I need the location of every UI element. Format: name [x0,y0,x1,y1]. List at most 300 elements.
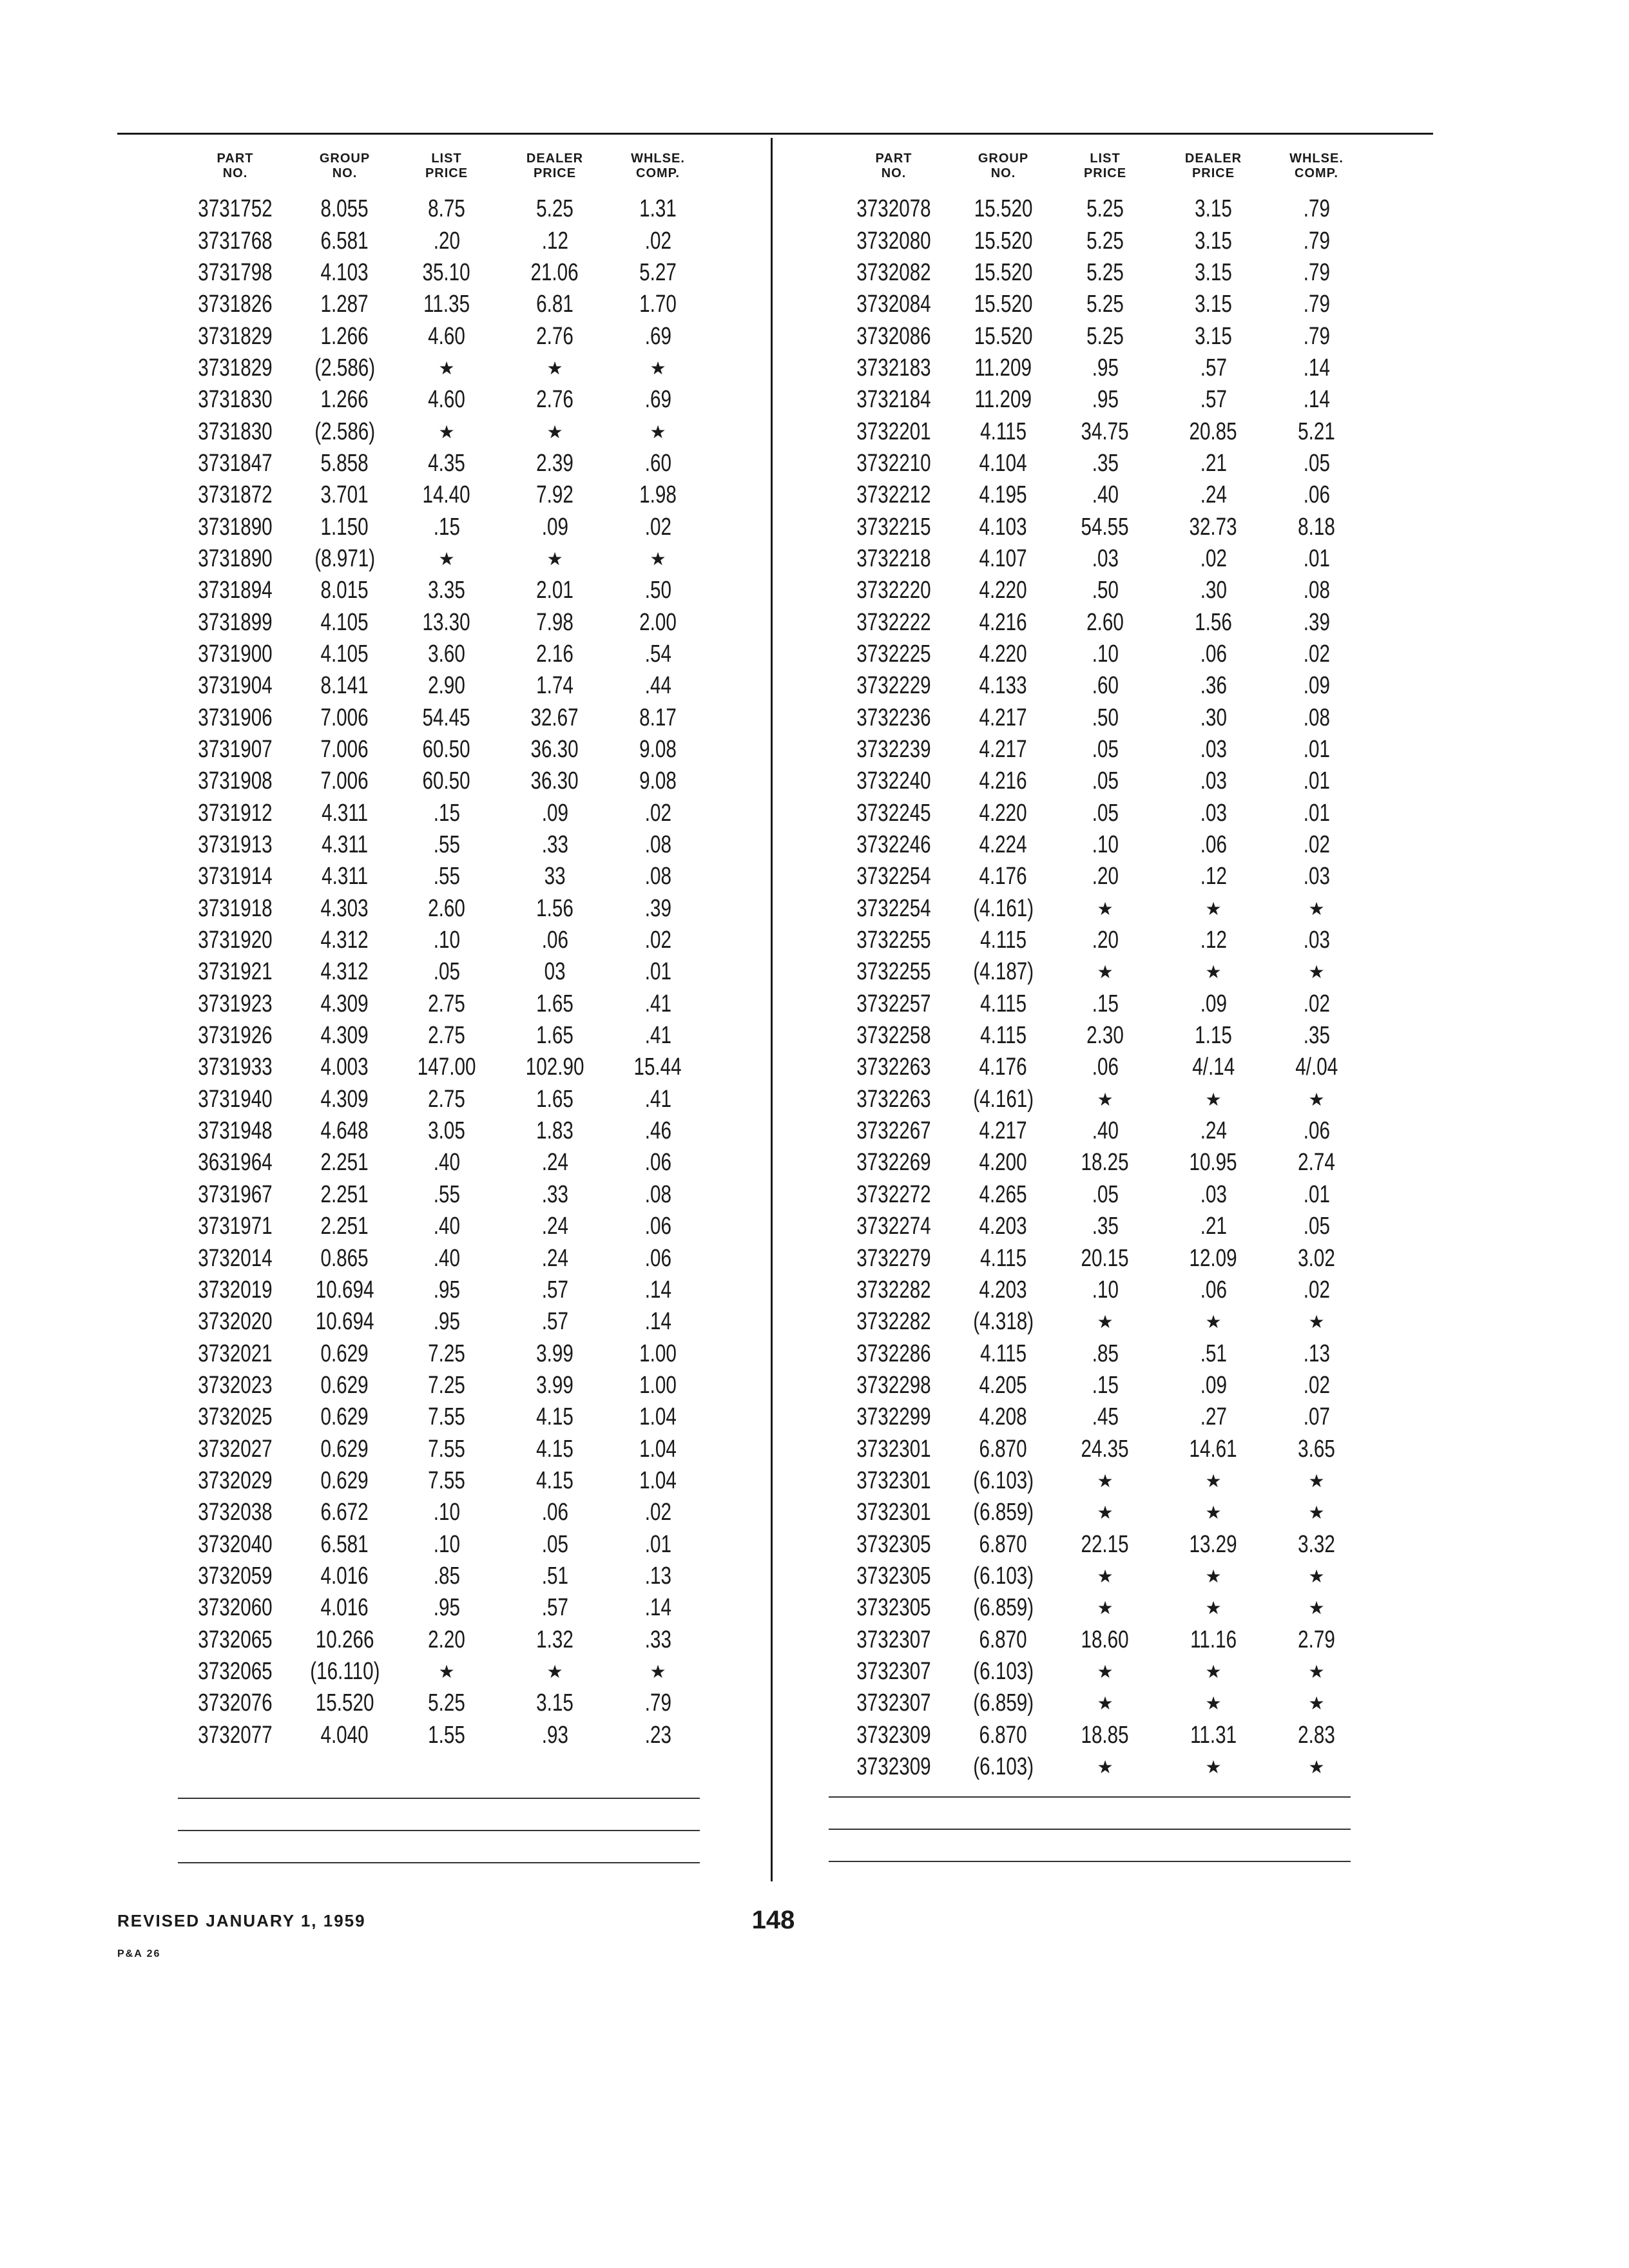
group-no-cell: 10.694 [315,1276,374,1303]
list-price-cell: .55 [433,831,460,859]
list-price-cell: 11.35 [423,291,470,318]
whlse-comp-cell: .01 [1303,544,1330,572]
header-list-price: LIST PRICE [425,151,468,180]
dealer-price-cell: ★ [546,548,563,569]
group-no-cell: (6.103) [973,1562,1034,1590]
whlse-comp-cell: 2.74 [1298,1149,1335,1177]
dealer-price-cell: 4/.14 [1192,1053,1235,1081]
list-price-cell: 24.35 [1081,1435,1130,1463]
blank-line [829,1829,1351,1830]
whlse-comp-cell: .54 [644,640,671,668]
group-no-cell: 4.216 [979,608,1028,636]
table-row [174,289,706,320]
whlse-comp-cell: 3.02 [1298,1244,1335,1272]
table-row [174,606,706,638]
dealer-price-cell: 36.30 [530,736,579,764]
table-row [174,511,706,543]
table-row [174,1020,706,1052]
whlse-comp-cell: 3.65 [1298,1435,1335,1463]
group-no-cell: 4.105 [320,608,369,636]
part-no-cell: 3731920 [198,927,273,954]
part-no-cell: 3732263 [856,1053,931,1081]
dealer-price-cell: .57 [1200,386,1227,414]
part-no-cell: 3731826 [198,291,273,318]
part-no-cell: 3731798 [198,258,273,286]
left-price-table [174,149,706,1751]
dealer-price-cell: ★ [1205,1089,1222,1110]
list-price-cell: .10 [433,1499,460,1526]
group-no-cell: 4.195 [979,481,1028,509]
dealer-price-cell: 12.09 [1189,1244,1238,1272]
part-no-cell: 3731940 [198,1085,273,1113]
table-row [833,670,1365,702]
whlse-comp-cell: 3.32 [1298,1530,1335,1558]
whlse-comp-cell: 2.00 [639,608,677,636]
dealer-price-cell: ★ [546,421,563,442]
table-row [833,765,1365,797]
page-number: 148 [751,1906,795,1934]
dealer-price-cell: .02 [1200,544,1227,572]
part-no-cell: 3732255 [856,958,931,986]
list-price-cell: .20 [433,227,460,255]
dealer-price-cell: 4.15 [536,1403,574,1431]
whlse-comp-cell: .14 [644,1308,671,1336]
group-no-cell: 6.672 [320,1499,369,1526]
group-no-cell: 15.520 [974,227,1033,255]
list-price-cell: 5.25 [1086,258,1124,286]
part-no-cell: 3732257 [856,990,931,1017]
list-price-cell: .40 [433,1149,460,1177]
list-price-cell: .55 [433,1180,460,1208]
group-no-cell: 0.629 [320,1466,369,1494]
revised-date: REVISED JANUARY 1, 1959 [117,1911,366,1930]
dealer-price-cell: ★ [1205,962,1222,983]
part-no-cell: 3731912 [198,799,273,827]
list-price-cell: .05 [1092,799,1119,827]
group-no-cell: 8.015 [320,577,369,604]
part-no-cell: 3732225 [856,640,931,668]
dealer-price-cell: .09 [1200,1371,1227,1399]
group-no-cell: (16.110) [309,1657,380,1685]
dealer-price-cell: ★ [546,1661,563,1682]
dealer-price-cell: 7.92 [536,481,574,509]
part-no-cell: 3732077 [198,1721,273,1749]
right-table-body [833,193,1365,1783]
table-row [833,1306,1365,1338]
part-no-cell: 3731918 [198,894,273,922]
table-row [833,543,1365,575]
group-no-cell: 6.870 [979,1626,1028,1653]
list-price-cell: .05 [433,958,460,986]
group-no-cell: 4.040 [320,1721,369,1749]
list-price-cell: 13.30 [422,608,471,636]
part-no-cell: 3731847 [198,449,273,477]
list-price-cell: 3.05 [428,1117,465,1145]
table-row [833,639,1365,670]
list-price-cell: 35.10 [422,258,471,286]
list-price-cell: .10 [1092,831,1119,859]
whlse-comp-cell: .08 [644,831,671,859]
group-no-cell: 0.629 [320,1435,369,1463]
part-no-cell: 3731899 [198,608,273,636]
table-row [833,352,1365,384]
group-no-cell: 11.209 [974,354,1032,381]
group-no-cell: 4.115 [980,1022,1027,1050]
blank-line [829,1796,1351,1798]
whlse-comp-cell: .02 [644,799,671,827]
dealer-price-cell: 7.98 [536,608,574,636]
list-price-cell: .45 [1092,1403,1119,1431]
list-price-cell: .06 [1092,1053,1119,1081]
header-part-no: PART NO. [875,151,912,180]
dealer-price-cell: ★ [1205,1312,1222,1332]
table-row [833,798,1365,829]
whlse-comp-cell: .79 [1303,322,1330,350]
part-no-cell: 3732040 [198,1530,273,1558]
whlse-comp-cell: .44 [644,672,671,700]
list-price-cell: 5.25 [1086,322,1124,350]
dealer-price-cell: ★ [1205,1661,1222,1682]
dealer-price-cell: 33 [544,863,566,890]
list-price-cell: 7.55 [428,1466,465,1494]
dealer-price-cell: 36.30 [530,767,579,795]
list-price-cell: .20 [1092,863,1119,890]
part-no-cell: 3732078 [856,195,931,223]
whlse-comp-cell: 15.44 [633,1053,682,1081]
part-no-cell: 3732267 [856,1117,931,1145]
table-row [174,956,706,988]
list-price-cell: ★ [1097,1503,1113,1523]
list-price-cell: 7.55 [428,1435,465,1463]
list-price-cell: 3.60 [428,640,465,668]
dealer-price-cell: .06 [541,927,568,954]
part-no-cell: 3732060 [198,1594,273,1622]
table-row [174,1306,706,1338]
group-no-cell: (6.103) [973,1753,1034,1781]
table-row [833,1592,1365,1624]
list-price-cell: .50 [1092,704,1119,731]
dealer-price-cell: 6.81 [536,291,574,318]
dealer-price-cell: 1.74 [536,672,574,700]
whlse-comp-cell: .06 [1303,481,1330,509]
list-price-cell: .95 [433,1594,460,1622]
header-group-no: GROUP NO. [319,151,371,180]
whlse-comp-cell: .02 [644,513,671,541]
whlse-comp-cell: .01 [1303,1180,1330,1208]
part-no-cell: 3732065 [198,1657,273,1685]
part-no-cell: 3732305 [856,1594,931,1622]
group-no-cell: (6.859) [973,1499,1034,1526]
group-no-cell: (6.103) [973,1466,1034,1494]
part-no-cell: 3732307 [856,1689,931,1717]
part-no-cell: 3732279 [856,1244,931,1272]
part-no-cell: 3732201 [856,418,931,445]
group-no-cell: 4.309 [320,1085,369,1113]
table-row [174,988,706,1020]
whlse-comp-cell: .02 [1303,831,1330,859]
list-price-cell: 2.75 [428,1022,465,1050]
list-price-cell: .40 [1092,481,1119,509]
part-no-cell: 3732220 [856,577,931,604]
whlse-comp-cell: .08 [1303,577,1330,604]
whlse-comp-cell: .05 [1303,449,1330,477]
part-no-cell: 3732076 [198,1689,273,1717]
part-no-cell: 3732240 [856,767,931,795]
table-row [174,1052,706,1083]
dealer-price-cell: .03 [1200,767,1227,795]
group-no-cell: 10.694 [315,1308,374,1336]
dealer-price-cell: 4.15 [536,1435,574,1463]
whlse-comp-cell: .35 [1303,1022,1330,1050]
part-no-cell: 3732215 [856,513,931,541]
table-row [833,1211,1365,1242]
part-no-cell: 3731872 [198,481,273,509]
part-no-cell: 3732245 [856,799,931,827]
part-no-cell: 3731900 [198,640,273,668]
list-price-cell: ★ [1097,1693,1113,1714]
dealer-price-cell: 102.90 [525,1053,584,1081]
whlse-comp-cell: .01 [1303,736,1330,764]
group-no-cell: 8.055 [320,195,369,223]
part-no-cell: 3732084 [856,291,931,318]
dealer-price-cell: 3.15 [1195,258,1232,286]
dealer-price-cell: 1.65 [536,990,574,1017]
list-price-cell: 2.30 [1086,1022,1124,1050]
group-no-cell: 5.858 [320,449,369,477]
list-price-cell: .03 [1092,544,1119,572]
list-price-cell: 7.55 [428,1403,465,1431]
whlse-comp-cell: .03 [1303,863,1330,890]
list-price-cell: ★ [1097,1312,1113,1332]
part-no-cell: 3731923 [198,990,273,1017]
blank-line [178,1862,700,1863]
table-row [174,1465,706,1497]
part-no-cell: 3731948 [198,1117,273,1145]
whlse-comp-cell: .02 [644,927,671,954]
group-no-cell: (4.318) [973,1308,1034,1336]
dealer-price-cell: .12 [1200,863,1227,890]
list-price-cell: ★ [438,358,455,378]
table-row [833,320,1365,352]
group-no-cell: (4.161) [973,1085,1034,1113]
dealer-price-cell: ★ [1205,898,1222,919]
group-no-cell: 10.266 [315,1626,374,1653]
group-no-cell: 2.251 [320,1180,369,1208]
part-no-cell: 3732269 [856,1149,931,1177]
header-dealer-price: DEALER PRICE [1184,151,1242,180]
dealer-price-cell: 2.01 [536,577,574,604]
table-row [833,1020,1365,1052]
whlse-comp-cell: .79 [1303,195,1330,223]
whlse-comp-cell: ★ [1308,1470,1325,1491]
list-price-cell: .05 [1092,1180,1119,1208]
list-price-cell: 1.55 [428,1721,465,1749]
part-no-cell: 3732023 [198,1371,273,1399]
table-row [174,1084,706,1115]
dealer-price-cell: 1.65 [536,1085,574,1113]
group-no-cell: 7.006 [320,736,369,764]
group-no-cell: 8.141 [320,672,369,700]
whlse-comp-cell: 1.98 [639,481,677,509]
list-price-cell: .95 [433,1308,460,1336]
whlse-comp-cell: 1.04 [639,1403,677,1431]
table-row [174,1274,706,1306]
whlse-comp-cell: .13 [1303,1340,1330,1367]
table-row [174,1656,706,1687]
list-price-cell: 3.35 [428,577,465,604]
part-no-cell: 3732305 [856,1562,931,1590]
whlse-comp-cell: .50 [644,577,671,604]
part-no-cell: 3732255 [856,927,931,954]
table-row [833,1179,1365,1211]
table-row [833,1052,1365,1083]
table-row [174,1433,706,1465]
part-no-cell: 3732019 [198,1276,273,1303]
part-no-cell: 3731829 [198,354,273,381]
part-no-cell: 3731890 [198,513,273,541]
whlse-comp-cell: 2.83 [1298,1721,1335,1749]
whlse-comp-cell: .14 [644,1594,671,1622]
header-whlse-comp: WHLSE. COMP. [1289,151,1344,180]
table-row [833,956,1365,988]
table-row [833,1433,1365,1465]
group-no-cell: 2.251 [320,1213,369,1240]
whlse-comp-cell: .79 [1303,227,1330,255]
left-table-body [174,193,706,1751]
group-no-cell: 0.629 [320,1403,369,1431]
dealer-price-cell: 10.95 [1189,1149,1238,1177]
group-no-cell: 4.176 [979,1053,1028,1081]
table-row [833,1401,1365,1433]
whlse-comp-cell: 8.18 [1298,513,1335,541]
part-no-cell: 3732263 [856,1085,931,1113]
group-no-cell: 4.217 [979,1117,1028,1145]
list-price-cell: .10 [1092,640,1119,668]
table-row [833,1497,1365,1528]
part-no-cell: 3732272 [856,1180,931,1208]
dealer-price-cell: .24 [541,1244,568,1272]
part-no-cell: 3732020 [198,1308,273,1336]
whlse-comp-cell: .39 [1303,608,1330,636]
dealer-price-cell: 1.56 [536,894,574,922]
whlse-comp-cell: .41 [644,1022,671,1050]
part-no-cell: 3732038 [198,1499,273,1526]
whlse-comp-cell: ★ [650,548,666,569]
part-no-cell: 3731908 [198,767,273,795]
dealer-price-cell: .57 [1200,354,1227,381]
whlse-comp-cell: .06 [644,1149,671,1177]
table-row [833,384,1365,416]
group-no-cell: 15.520 [974,258,1033,286]
whlse-comp-cell: .03 [1303,927,1330,954]
group-no-cell: 4.016 [320,1594,369,1622]
left-table-header [174,149,706,183]
whlse-comp-cell: .02 [1303,640,1330,668]
dealer-price-cell: ★ [1205,1503,1222,1523]
part-no-cell: 3732236 [856,704,931,731]
list-price-cell: .05 [1092,736,1119,764]
list-price-cell: .50 [1092,577,1119,604]
list-price-cell: .15 [1092,990,1119,1017]
group-no-cell: 4.103 [979,513,1028,541]
table-row [174,448,706,479]
part-no-cell: 3732307 [856,1626,931,1653]
group-no-cell: (4.187) [973,958,1034,986]
whlse-comp-cell: ★ [1308,1566,1325,1586]
dealer-price-cell: 1.32 [536,1626,574,1653]
whlse-comp-cell: .01 [1303,799,1330,827]
table-row [174,925,706,956]
whlse-comp-cell: .05 [1303,1213,1330,1240]
table-row [833,893,1365,925]
table-row [833,925,1365,956]
part-no-cell: 3732021 [198,1340,273,1367]
table-row [833,1687,1365,1719]
whlse-comp-cell: 1.04 [639,1466,677,1494]
group-no-cell: 4.220 [979,640,1028,668]
dealer-price-cell: ★ [546,358,563,378]
group-no-cell: 0.865 [320,1244,369,1272]
dealer-price-cell: 20.85 [1189,418,1238,445]
part-no-cell: 3631964 [198,1149,273,1177]
table-row [833,289,1365,320]
whlse-comp-cell: .41 [644,990,671,1017]
whlse-comp-cell: .33 [644,1626,671,1653]
group-no-cell: 4.312 [320,927,369,954]
table-row [833,1084,1365,1115]
whlse-comp-cell: 1.00 [639,1371,677,1399]
whlse-comp-cell: .23 [644,1721,671,1749]
list-price-cell: .10 [433,927,460,954]
part-no-cell: 3732305 [856,1530,931,1558]
table-row [174,829,706,861]
dealer-price-cell: 3.15 [1195,195,1232,223]
group-no-cell: 4.115 [980,1244,1027,1272]
whlse-comp-cell: .02 [644,1499,671,1526]
table-row [174,1147,706,1178]
group-no-cell: 4.205 [979,1371,1028,1399]
list-price-cell: 4.60 [428,322,465,350]
list-price-cell: .85 [1092,1340,1119,1367]
dealer-price-cell: .21 [1200,1213,1227,1240]
dealer-price-cell: .24 [541,1213,568,1240]
group-no-cell: (4.161) [973,894,1034,922]
group-no-cell: 4.309 [320,1022,369,1050]
list-price-cell: 34.75 [1081,418,1130,445]
part-no-cell: 3732014 [198,1244,273,1272]
whlse-comp-cell: ★ [1308,1089,1325,1110]
header-list-price: LIST PRICE [1083,151,1127,180]
table-row [833,1465,1365,1497]
group-no-cell: 6.870 [979,1530,1028,1558]
list-price-cell: ★ [1097,1598,1113,1619]
whlse-comp-cell: .13 [644,1562,671,1590]
list-price-cell: .95 [1092,386,1119,414]
right-table-header [833,149,1365,183]
whlse-comp-cell: .79 [1303,291,1330,318]
whlse-comp-cell: .08 [1303,704,1330,731]
table-row [174,416,706,447]
table-row [174,1624,706,1655]
table-row [833,1528,1365,1560]
whlse-comp-cell: ★ [1308,1312,1325,1332]
dealer-price-cell: .33 [541,1180,568,1208]
part-no-cell: 3732258 [856,1022,931,1050]
whlse-comp-cell: ★ [1308,1693,1325,1714]
list-price-cell: 4.35 [428,449,465,477]
dealer-price-cell: 2.76 [536,386,574,414]
list-price-cell: .95 [433,1276,460,1303]
